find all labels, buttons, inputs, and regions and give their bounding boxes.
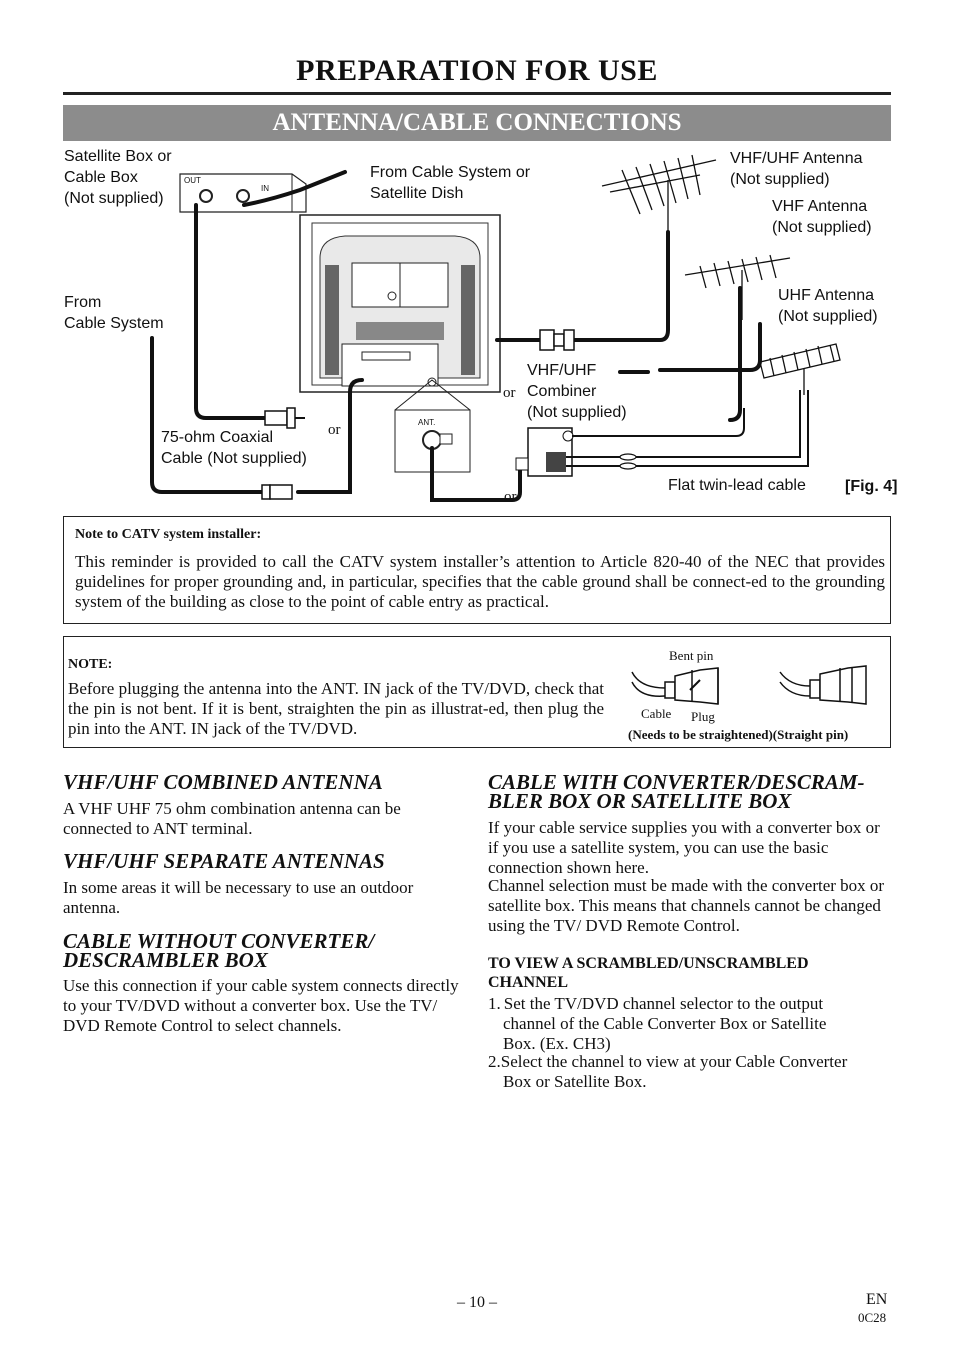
combiner-icon [516, 428, 573, 476]
or-label-1: or [328, 422, 341, 438]
uhf-antenna-label: UHF Antenna (Not supplied) [778, 287, 878, 325]
cable-with-converter-heading: CABLE WITH CONVERTER/DESCRAM- BLER BOX OR SATELLITE BOX [488, 770, 865, 813]
catv-note-box [63, 516, 891, 624]
scrambled-heading: TO VIEW A SCRAMBLED/UNSCRAMBLED CHANNEL [488, 955, 809, 991]
plug-label: Plug [691, 709, 715, 724]
coaxial-label: 75-ohm Coaxial Cable (Not supplied) [161, 429, 307, 467]
ant-label: ANT. [418, 418, 436, 427]
vhf-antenna-icon [685, 255, 790, 320]
cable-without-converter-heading: CABLE WITHOUT CONVERTER/ DESCRAMBLER BOX [63, 929, 375, 972]
from-cable-system-label: From Cable System [64, 294, 164, 332]
combined-antenna-heading: VHF/UHF COMBINED ANTENNA [63, 770, 383, 794]
pin-note-heading: NOTE: [68, 657, 113, 672]
cable-label: Cable [641, 706, 672, 721]
step-2: 2.Select the channel to view at your Cable Converter Box or Satellite Box. [488, 1052, 848, 1091]
document-code: 0C28 [858, 1310, 887, 1325]
pin-note-box [63, 636, 891, 748]
tv-back-icon [300, 215, 500, 392]
vhf-uhf-antenna-icon [602, 155, 716, 240]
separate-antennas-body: In some areas it will be necessary to use an outdoor antenna. [63, 878, 414, 917]
uhf-antenna-icon [760, 344, 840, 395]
combined-antenna-body: A VHF UHF 75 ohm combination antenna can be connected to ANT terminal. [63, 799, 401, 838]
satellite-box-label: Satellite Box or Cable Box (Not supplied) [64, 148, 172, 207]
separate-antennas-heading: VHF/UHF SEPARATE ANTENNAS [63, 849, 385, 873]
fig-label: [Fig. 4] [845, 478, 898, 495]
bent-pin-label: Bent pin [669, 648, 714, 663]
coax-plug-1 [265, 408, 305, 428]
from-cable-dish-label: From Cable System or Satellite Dish [370, 164, 531, 202]
cable-without-converter-body: Use this connection if your cable system connects directly to your TV/DVD without a converter box. Use the TV/ DVD Remote Control to select channels. [63, 976, 459, 1035]
vhf-antenna-label: VHF Antenna (Not supplied) [772, 198, 872, 236]
cable-with-converter-body-2: Channel selection must be made with the converter box or satellite box. This means that channels cannot be changed using the TV/ DVD Remote Control. [488, 876, 885, 935]
flat-twin-lead-label: Flat twin-lead cable [668, 477, 806, 494]
section-banner: ANTENNA/CABLE CONNECTIONS [63, 105, 891, 141]
page-number: – 10 – [457, 1294, 497, 1311]
or-label-2: or [503, 385, 516, 401]
box-in-label: IN [261, 184, 269, 193]
coax-plug-2 [252, 485, 292, 499]
combiner-label: VHF/UHF Combiner (Not supplied) [527, 362, 627, 421]
coupler-icon [540, 330, 574, 350]
catv-note-heading: Note to CATV system installer: [75, 527, 262, 542]
language-code: EN [866, 1291, 888, 1308]
page-title: PREPARATION FOR USE [296, 54, 658, 87]
step-1: 1. Set the TV/DVD channel selector to the output channel of the Cable Converter Box or Satellite Box. (Ex. CH3) [488, 994, 827, 1053]
catv-note-body: This reminder is provided to call the CATV system installer’s attention to Article 820-40 of the NEC that provides guidelines for proper grounding and, in particular, specifies that the cable ground shall be connect-ed to the grounding system of the building as close to the point of cable entry as practical. [75, 552, 885, 611]
vhf-uhf-antenna-label: VHF/UHF Antenna (Not supplied) [730, 150, 863, 188]
pin-note-body: Before plugging the antenna into the ANT. IN jack of the TV/DVD, check that the pin is not bent. If it is bent, straighten the pin as illustrat-ed, then plug the pin into the ANT. IN jack of the TV/DVD. [68, 679, 604, 738]
cable-with-converter-body-1: If your cable service supplies you with a converter box or if you use a satellite system, you can use the basic connection shown here. [488, 818, 880, 877]
box-out-label: OUT [184, 176, 201, 185]
pin-caption: (Needs to be straightened)(Straight pin) [628, 727, 849, 742]
or-label-3: or [504, 489, 517, 505]
